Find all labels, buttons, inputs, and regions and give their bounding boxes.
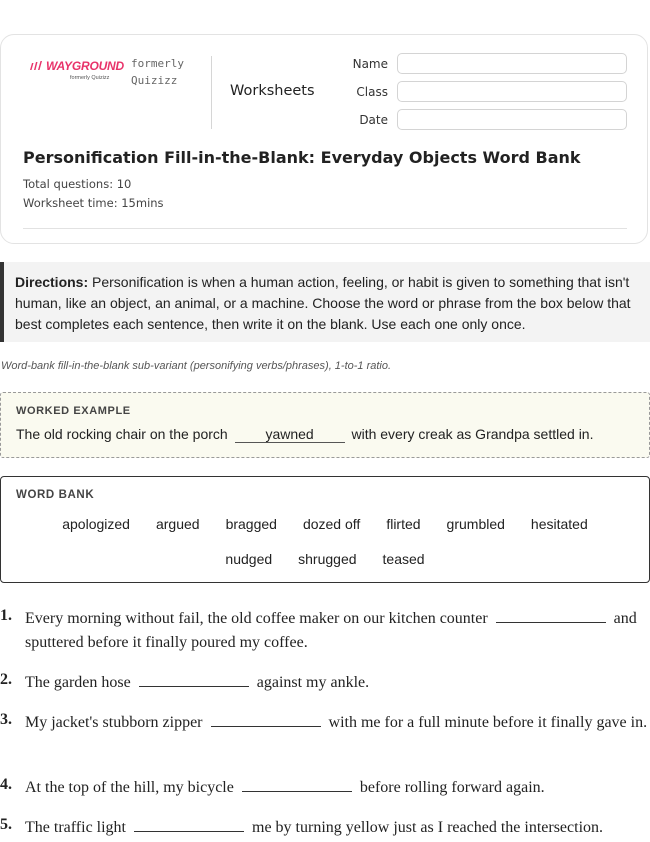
question-2 (0, 668, 650, 695)
formerly-line1: formerly (131, 57, 184, 70)
question-3 (0, 708, 650, 735)
question-before: Every morning without fail, the old coffee maker on our kitchen counter (25, 610, 488, 627)
logo-subtext: formerly Quizizz (70, 75, 110, 81)
worked-example-sentence (16, 426, 593, 443)
word-bank-label: WORD BANK (16, 489, 95, 501)
word-bank-word: nudged (225, 551, 273, 567)
word-bank-word: grumbled (446, 516, 505, 532)
question-5 (0, 813, 650, 840)
formerly-line2: Quizizz (131, 74, 178, 87)
answer-blank[interactable] (242, 773, 352, 792)
question-before: At the top of the hill, my bicycle (25, 779, 234, 796)
class-label: Class (356, 85, 388, 99)
question-number: 2. (0, 671, 12, 688)
wayground-logo (29, 59, 124, 81)
total-questions: Total questions: 10 (23, 177, 132, 191)
word-bank-word: hesitated (530, 516, 588, 532)
question-after: with me for a full minute before it finally gave in. (328, 714, 648, 731)
question-number: 3. (0, 711, 12, 728)
worked-example (0, 392, 650, 458)
question-after: and sputtered before it finally poured my coffee. (25, 610, 637, 651)
question-before: The garden hose (25, 674, 131, 691)
word-bank-word: argued (155, 516, 200, 532)
question-after: me by turning yellow just as I reached the intersection. (252, 819, 604, 836)
formerly-quizizz (131, 55, 184, 89)
word-bank-word: bragged (225, 516, 277, 532)
variant-note: Word-bank fill-in-the-blank sub-variant (personifying verbs/phrases), 1-to-1 ratio. (1, 360, 392, 372)
question-1 (0, 604, 650, 655)
date-field[interactable] (397, 109, 627, 130)
header-rule (23, 228, 627, 229)
word-bank-row-1 (1, 516, 649, 532)
question-after: before rolling forward again. (359, 779, 545, 796)
question-number: 5. (0, 816, 12, 833)
question-before: The traffic light (25, 819, 126, 836)
question-4 (0, 773, 650, 800)
date-label: Date (359, 113, 388, 127)
answer-blank[interactable] (139, 668, 249, 687)
question-number: 4. (0, 776, 12, 793)
word-bank-word: shrugged (298, 551, 357, 567)
question-text (25, 708, 650, 735)
question-text (25, 668, 650, 695)
logo-text: WAYGROUND (46, 59, 124, 73)
directions-box (0, 262, 650, 342)
question-number: 1. (0, 607, 12, 624)
answer-blank[interactable] (134, 813, 244, 832)
directions-text: Personification is when a human action, feeling, or habit is given to something that isn't human, like an object, an animal, or a machine. Choose the word or phrase from the box below that best completes each sentence, then write it on the blank. Use each one only once. (15, 274, 631, 332)
directions-label: Directions: (15, 274, 89, 290)
name-field[interactable] (397, 53, 627, 74)
worked-example-label: WORKED EXAMPLE (16, 405, 131, 417)
section-label: Worksheets (230, 83, 315, 99)
class-field[interactable] (397, 81, 627, 102)
word-bank-word: dozed off (302, 516, 361, 532)
worked-example-after: with every creak as Grandpa settled in. (351, 426, 594, 442)
answer-blank[interactable] (211, 708, 321, 727)
word-bank-word: flirted (386, 516, 421, 532)
worked-example-answer: yawned (235, 426, 345, 443)
worksheet-header (0, 34, 648, 244)
header-divider (211, 56, 212, 129)
question-text (25, 773, 650, 800)
worked-example-before: The old rocking chair on the porch (16, 426, 228, 442)
word-bank-word: apologized (62, 516, 130, 532)
name-label: Name (352, 57, 388, 71)
logo-mark-icon (29, 61, 43, 71)
question-after: against my ankle. (256, 674, 370, 691)
answer-blank[interactable] (496, 604, 606, 623)
question-text (25, 604, 650, 655)
word-bank (0, 476, 650, 583)
word-bank-word: teased (382, 551, 425, 567)
question-before: My jacket's stubborn zipper (25, 714, 203, 731)
word-bank-row-2 (1, 551, 649, 567)
question-text (25, 813, 650, 840)
worksheet-time: Worksheet time: 15mins (23, 196, 164, 210)
worksheet-title: Personification Fill-in-the-Blank: Everyday Objects Word Bank (23, 148, 581, 167)
